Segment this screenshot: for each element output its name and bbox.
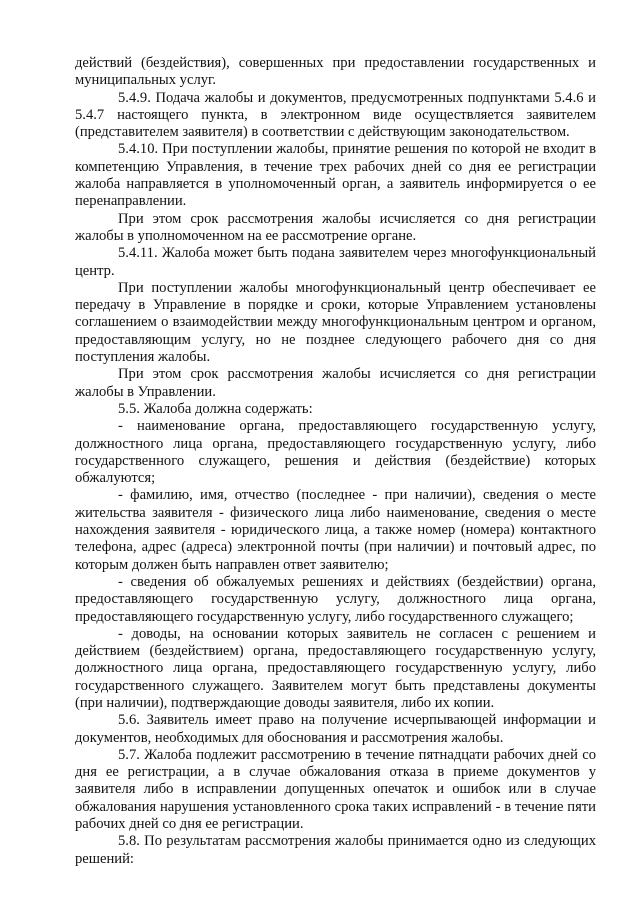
paragraph-review-period-authority: При этом срок рассмотрения жалобы исчисляется со дня регистрации жалобы в уполномоченном на ее рассмотрение органе. [75,210,596,244]
paragraph-review-period-department: При этом срок рассмотрения жалобы исчисляется со дня регистрации жалобы в Управлении. [75,366,596,400]
paragraph-5-5: 5.5. Жалоба должна содержать: [118,400,313,417]
paragraph-continuation: действий (бездействия), совершенных при предоставлении государственных и муниципальных услуг. [75,55,596,89]
paragraph-mfc-transfer: При поступлении жалобы многофункциональный центр обеспечивает ее передачу в Управление в порядке и сроки, которые Управлением установлены соглашением о взаимодействии между многофункциональным центром и органом, предоставляющим услугу, но не позднее следующего рабочего дня со дня поступления жалобы. [75,279,596,366]
paragraph-5-8: 5.8. По результатам рассмотрения жалобы принимается одно из следующих решений: [75,833,596,867]
list-item-applicant-details: - фамилию, имя, отчество (последнее - при наличии), сведения о месте жительства заявителя - физического лица либо наименование, сведения о месте нахождения заявителя - юридического лица, а также номер (номера) контактного телефона, адрес (адреса) электронной почты (при наличии) и почтовый адрес, по которым должен быть направлен ответ заявителю; [75,487,596,573]
list-item-authority-name: - наименование органа, предоставляющего государственную услугу, должностного лица органа, предоставляющего государственную услугу, либо государственного служащего, решения и действия (бездействие) которых обжалуются; [75,418,596,487]
paragraph-5-4-11: 5.4.11. Жалоба может быть подана заявителем через многофункциональный центр. [75,245,596,279]
paragraph-5-7: 5.7. Жалоба подлежит рассмотрению в течение пятнадцати рабочих дней со дня ее регистрации, а в случае обжалования отказа в приеме документов у заявителя либо в исправлении допущенных опечаток и ошибок или в случае обжалования нарушения установленного срока таких исправлений - в течение пяти рабочих дней со дня ее регистрации. [75,746,596,833]
paragraph-5-6: 5.6. Заявитель имеет право на получение исчерпывающей информации и документов, необходимых для обоснования и рассмотрения жалобы. [75,712,596,746]
document-body [75,55,596,868]
paragraph-5-4-10: 5.4.10. При поступлении жалобы, принятие решения по которой не входит в компетенцию Управления, в течение трех рабочих дней со дня ее регистрации жалоба направляется в уполномоченный орган, а заявитель информируется о ее перенаправлении. [75,141,596,210]
paragraph-5-4-9: 5.4.9. Подача жалобы и документов, предусмотренных подпунктами 5.4.6 и 5.4.7 настоящего пункта, в электронном виде осуществляется заявителем (представителем заявителя) в соответствии с действующим законодательством. [75,89,596,141]
list-item-arguments: - доводы, на основании которых заявитель не согласен с решением и действием (бездействием) органа, предоставляющего государственную услугу, должностного лица органа, предоставляющего государственную услугу, либо государственного служащего. Заявителем могут быть представлены документы (при наличии), подтверждающие доводы заявителя, либо их копии. [75,625,596,711]
list-item-appealed-decisions: - сведения об обжалуемых решениях и действиях (бездействии) органа, предоставляющего государственную услугу, должностного лица органа, предоставляющего государственную услугу, либо государственного служащего; [75,573,596,625]
